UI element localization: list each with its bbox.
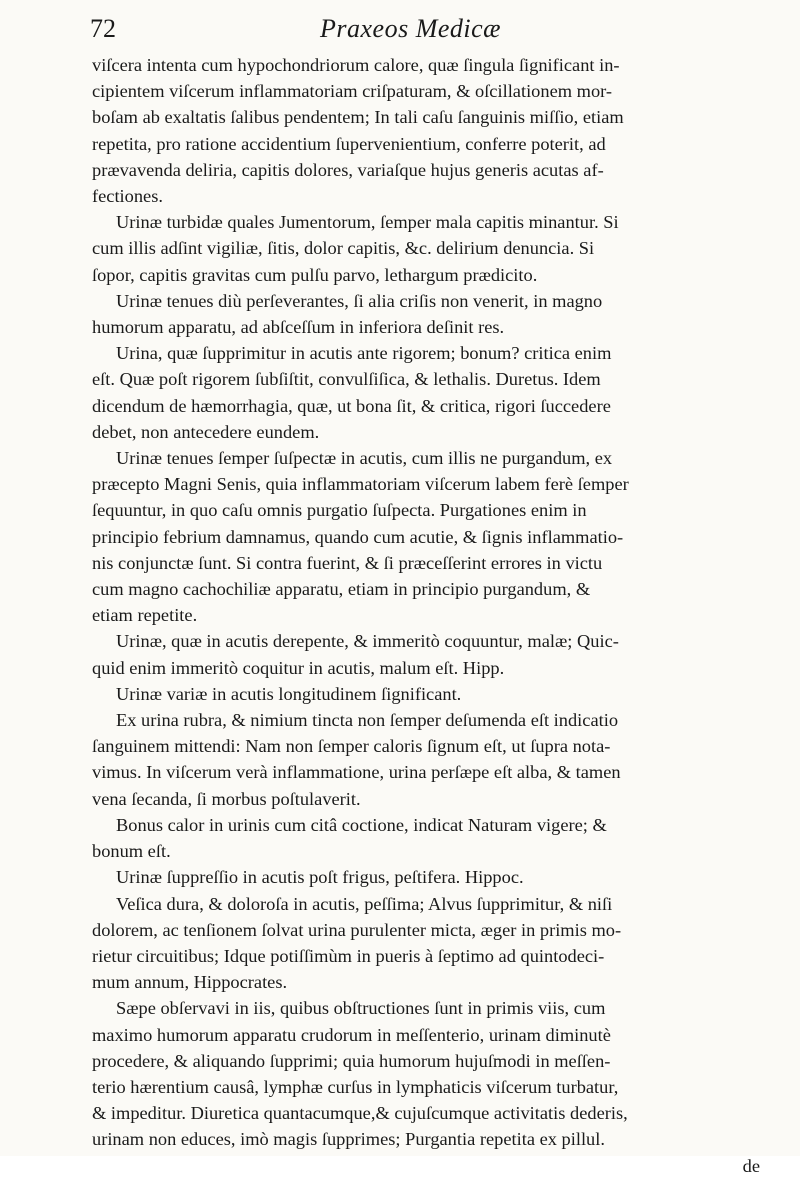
text-line: debet, non antecedere eundem.	[92, 421, 320, 442]
text-line: cum illis adſint vigiliæ, ſitis, dolor capitis, &c. delirium denuncia. Si	[92, 238, 595, 259]
text-line: eſt. Quæ poſt rigorem ſubſiſtit, convulſiſica, & lethalis. Duretus. Idem	[92, 369, 601, 390]
text-line: dicendum de hæmorrhagia, quæ, ut bona ſit, & critica, rigori ſuccedere	[92, 395, 611, 416]
text-line: etiam repetite.	[92, 605, 198, 626]
text-line: Bonus calor in urinis cum citâ coctione, indicat Naturam vigere; &	[116, 814, 607, 835]
text-line: urinam non educes, imò magis ſupprimes; Purgantia repetita ex pillul.	[92, 1129, 605, 1150]
text-line: Ex urina rubra, & nimium tincta non ſemper deſumenda eſt indicatio	[116, 710, 619, 731]
text-line: Urina, quæ ſupprimitur in acutis ante rigorem; bonum? critica enim	[116, 343, 612, 364]
text-line: fectiones.	[92, 186, 163, 207]
text-line: ſopor, capitis gravitas cum pulſu parvo, lethargum prædicito.	[92, 264, 538, 285]
text-line: & impeditur. Diuretica quantacumque,& cujuſcumque activitatis dederis,	[92, 1103, 628, 1124]
text-line: mum annum, Hippocrates.	[92, 972, 288, 993]
page-number: 72	[90, 14, 116, 43]
text-line: terio hærentium causâ, lymphæ curſus in lymphaticis viſcerum turbatur,	[92, 1076, 619, 1097]
text-line: Urinæ tenues ſemper ſuſpectæ in acutis, cum illis ne purgandum, ex	[116, 448, 613, 469]
text-line: Sæpe obſervavi in iis, quibus obſtructiones ſunt in primis viis, cum	[116, 998, 606, 1019]
text-line: nis conjunctæ ſunt. Si contra fuerint, & ſi præceſſerint errores in victu	[92, 552, 603, 573]
text-line: Urinæ, quæ in acutis derepente, & immeritò coquuntur, malæ; Quic-	[116, 631, 619, 652]
text-line: Urinæ turbidæ quales Jumentorum, ſemper mala capitis minantur. Si	[116, 212, 619, 233]
text-line: quid enim immeritò coquitur in acutis, malum eſt. Hipp.	[92, 657, 505, 678]
text-line: ſanguinem mittendi: Nam non ſemper caloris ſignum eſt, ut ſupra nota-	[92, 736, 611, 757]
running-head: Praxeos Medicæ	[320, 14, 502, 43]
text-line: rietur circuitibus; Idque potiſſimùm in pueris à ſeptimo ad quintodeci-	[92, 945, 605, 966]
text-line: de	[742, 1155, 760, 1176]
text-line: prævavenda deliria, capitis dolores, variaſque hujus generis acutas af-	[92, 159, 604, 180]
text-line: cum magno cachochiliæ apparatu, etiam in principio purgandum, &	[92, 579, 591, 600]
text-line: Urinæ variæ in acutis longitudinem ſignificant.	[116, 683, 462, 704]
text-line: Urinæ ſuppreſſio in acutis poſt frigus, peſtifera. Hippoc.	[116, 867, 524, 888]
text-line: Veſica dura, & doloroſa in acutis, peſſima; Alvus ſupprimitur, & niſi	[116, 893, 613, 914]
text-line: vena ſecanda, ſi morbus poſtulaverit.	[92, 788, 361, 809]
text-line: repetita, pro ratione accidentium ſupervenientium, conferre poterit, ad	[92, 133, 606, 154]
text-line: maximo humorum apparatu crudorum in meſſenterio, urinam diminutè	[92, 1024, 611, 1045]
page-header	[90, 14, 730, 54]
text-line: procedere, & aliquando ſupprimi; quia humorum hujuſmodi in meſſen-	[92, 1050, 611, 1071]
text-line: humorum apparatu, ad abſceſſum in inferiora deſinit res.	[92, 317, 505, 338]
text-line: cipientem viſcerum inflammatoriam criſpaturam, & oſcillationem mor-	[92, 81, 613, 102]
body-text	[92, 52, 760, 1179]
text-line: principio febrium damnamus, quando cum acutie, & ſignis inflammatio-	[92, 526, 624, 547]
text-line: ſequuntur, in quo caſu omnis purgatio ſuſpecta. Purgationes enim in	[92, 500, 587, 521]
text-line: dolorem, ac tenſionem ſolvat urina purulenter micta, æger in primis mo-	[92, 919, 622, 940]
text-line: Urinæ tenues diù perſeverantes, ſi alia criſis non venerit, in magno	[116, 290, 603, 311]
text-line: bonum eſt.	[92, 841, 171, 862]
text-line: vimus. In viſcerum verà inflammatione, urina perſæpe eſt alba, & tamen	[92, 762, 621, 783]
text-line: boſam ab exaltatis ſalibus pendentem; In tali caſu ſanguinis miſſio, etiam	[92, 107, 624, 128]
text-line: viſcera intenta cum hypochondriorum calore, quæ ſingula ſignificant in-	[92, 55, 620, 75]
text-line: præcepto Magni Senis, quia inflammatoriam viſcerum labem ferè ſemper	[92, 474, 629, 495]
